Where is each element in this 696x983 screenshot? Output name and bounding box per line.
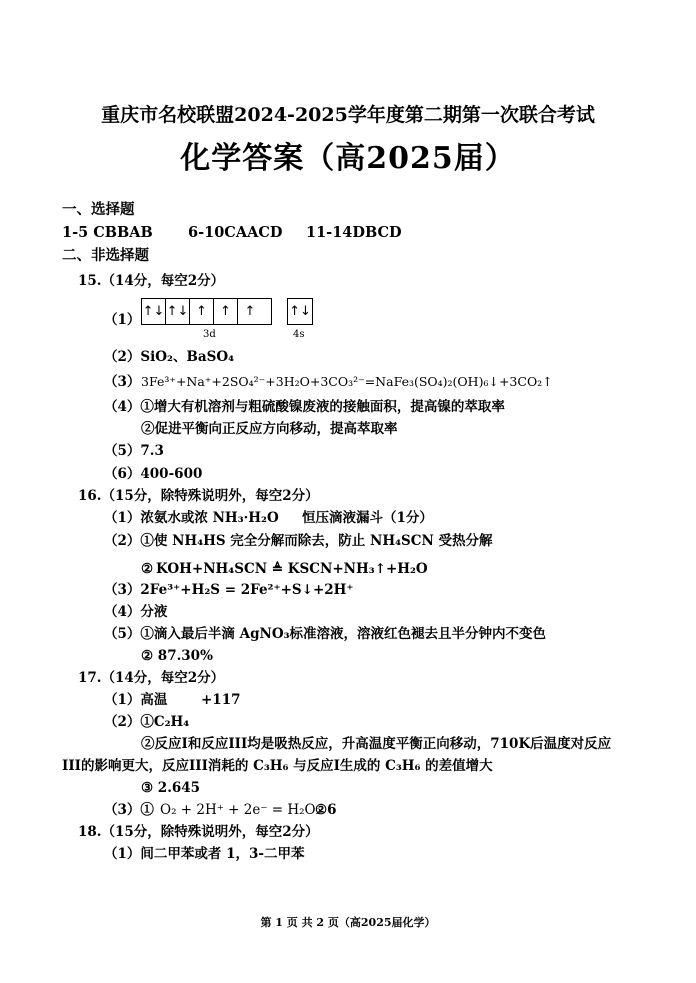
q16-s4: （4）分液 xyxy=(104,604,168,620)
q16-s2b-label: ② xyxy=(141,561,154,577)
q16-s5a: （5）①滴入最后半滴 AgNO₃标准溶液，溶液红色褪去且半分钟内不变色 xyxy=(104,626,547,642)
exam-title: 重庆市名校联盟2024-2025学年度第二期第一次联合考试 xyxy=(101,104,595,126)
q17-s2c: III的影响更大，反应III消耗的 C₃H₆ 与反应I生成的 C₃H₆ 的差值增大 xyxy=(62,758,493,774)
q17-s1b: +117 xyxy=(201,692,241,708)
q15-s4a: （4）①增大有机溶剂与粗硫酸镍废液的接触面积，提高镍的萃取率 xyxy=(104,399,505,415)
choice-answers-6-10: 6-10CAACD xyxy=(188,224,283,241)
q17-s2d: ③ 2.645 xyxy=(141,780,201,796)
q18-heading: 18.（15分，除特殊说明外，每空2分） xyxy=(78,824,319,840)
choice-answers-11-14: 11-14DBCD xyxy=(306,224,402,241)
section-heading-choice: 一、选择题 xyxy=(62,201,135,218)
orbital-3d-cell: ↑↓ xyxy=(166,299,190,324)
q15-s1-label: （1） xyxy=(104,312,141,328)
q17-heading: 17.（14分，每空2分） xyxy=(78,670,225,686)
q17-s1a: （1）高温 xyxy=(104,692,168,708)
orbital-3d-cell: ↑ xyxy=(244,304,256,319)
q17-s3a: （3）① xyxy=(104,802,154,818)
q15-s2: （2）SiO₂、BaSO₄ xyxy=(104,349,235,365)
orbital-label-4s: 4s xyxy=(293,329,305,340)
q16-s2a: （2）①使 NH₄HS 完全分解而除去，防止 NH₄SCN 受热分解 xyxy=(104,533,493,549)
section-heading-nonchoice: 二、非选择题 xyxy=(62,247,149,264)
q16-s1b: 恒压滴液漏斗（1分） xyxy=(302,510,433,526)
q16-s1a: （1）浓氨水或浓 NH₃·H₂O xyxy=(104,510,279,526)
orbital-box-4s xyxy=(287,298,313,325)
q16-s3: （3）2Fe³⁺+H₂S = 2Fe²⁺+S↓+2H⁺ xyxy=(104,582,354,598)
orbital-3d-cell: ↑↓ xyxy=(142,299,166,324)
q15-s3-label: （3） xyxy=(104,374,141,390)
choice-answers-1-5: 1-5 CBBAB xyxy=(62,224,153,241)
q15-s3-equation: 3Fe³⁺+Na⁺+2SO₄²⁻+3H₂O+3CO₃²⁻=NaFe₃(SO₄)₂(OH)₆↓+3CO₂↑ xyxy=(141,374,553,389)
q17-s3b: ②6 xyxy=(315,802,337,818)
q15-s5: （5）7.3 xyxy=(104,443,164,459)
q17-s2a: （2）①C₂H₄ xyxy=(104,714,190,730)
q16-s2b-equation: KOH+NH₄SCN ≜ KSCN+NH₃↑+H₂O xyxy=(156,561,428,577)
q16-s5b: ② 87.30% xyxy=(141,648,213,664)
orbital-3d-cell: ↑ xyxy=(214,299,238,324)
orbital-box-3d xyxy=(141,298,272,325)
q15-s6: （6）400-600 xyxy=(104,466,203,482)
page-footer: 第 1 页 共 2 页（高2025届化学） xyxy=(260,916,436,929)
orbital-4s-cell: ↑↓ xyxy=(289,304,311,319)
orbital-label-3d: 3d xyxy=(203,329,216,340)
q15-s4b: ②促进平衡向正反应方向移动，提高萃取率 xyxy=(141,421,398,437)
q16-heading: 16.（15分，除特殊说明外，每空2分） xyxy=(78,488,319,504)
q17-s3-equation: O₂ + 2H⁺ + 2e⁻ = H₂O₂ xyxy=(160,802,322,818)
answer-title: 化学答案（高2025届） xyxy=(180,141,516,176)
orbital-3d-cell: ↑ xyxy=(190,299,214,324)
q17-s2b: ②反应I和反应III均是吸热反应，升高温度平衡正向移动，710K后温度对反应 xyxy=(141,736,612,752)
q15-heading: 15.（14分，每空2分） xyxy=(78,273,225,289)
q18-s1: （1）间二甲苯或者 1，3-二甲苯 xyxy=(104,846,305,862)
